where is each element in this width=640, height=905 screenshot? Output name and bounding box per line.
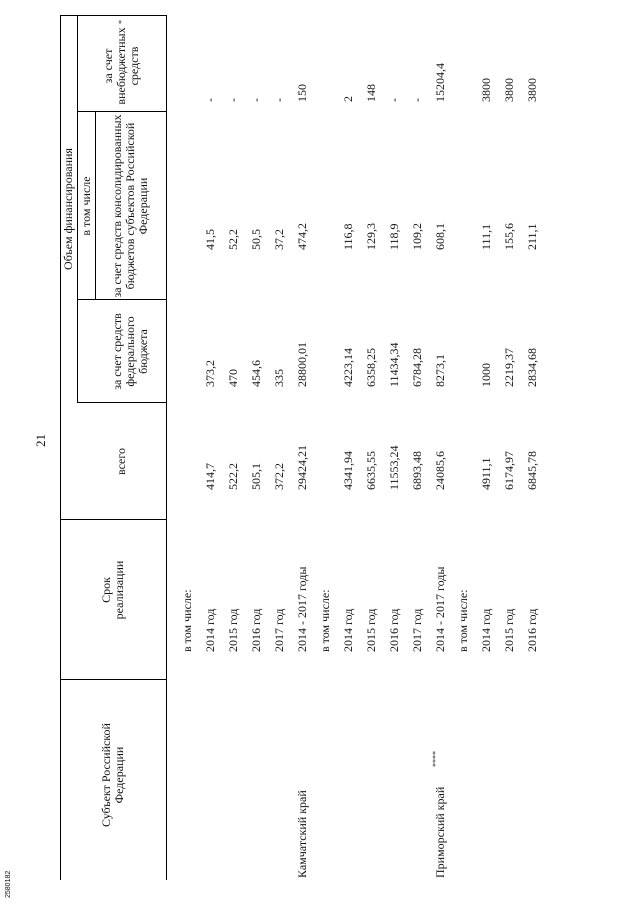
cell-subject: Камчатский край [295,790,309,878]
cell-regional: 41,5 [203,229,217,250]
header-period: Срок реализации [99,560,126,620]
table-row [406,15,428,880]
cell-period: 2015 год [364,608,378,652]
cell-federal: 1000 [479,363,493,387]
page-number: 21 [33,434,48,447]
cell-total: 505,1 [249,463,263,490]
cell-extra: - [410,98,424,102]
cell-federal: 470 [226,369,240,387]
cell-total: 4341,94 [341,451,355,490]
cell-extra: - [272,98,286,102]
cell-regional: 118,9 [387,223,401,250]
cell-total: 24085,6 [433,451,447,490]
header-extra [77,20,166,108]
cell-regional: 116,8 [341,223,355,250]
cell-total: 522,2 [226,463,240,490]
cell-extra: 3800 [479,78,493,102]
cell-federal: 454,6 [249,360,263,387]
cell-regional: 111,1 [479,223,493,250]
cell-total: 6845,78 [525,451,539,490]
table-row [429,15,451,880]
table-row [314,15,336,880]
cell-regional: 50,5 [249,229,263,250]
table-row [337,15,359,880]
cell-regional: 211,1 [525,223,539,250]
header-financing: Объем финансирования [61,148,75,270]
subject-footnote-mark: **** [431,751,440,767]
cell-period: 2015 год [502,608,516,652]
cell-total: 6174,97 [502,451,516,490]
cell-federal: 11434,34 [387,342,401,387]
cell-period: 2017 год [272,608,286,652]
table-row [222,15,244,880]
header-subject: Субъект Российской Федерации [99,723,126,827]
cell-federal: 8273,1 [433,354,447,387]
cell-regional: 474,2 [295,223,309,250]
header-extra-text: за счет внебюджетных средств [101,27,141,105]
cell-federal: 6784,28 [410,348,424,387]
cell-regional: 109,2 [410,223,424,250]
cell-total: 11553,24 [387,445,401,490]
cell-extra: - [226,98,240,102]
cell-period: 2016 год [387,608,401,652]
cell-extra: 150 [295,84,309,102]
table-row [475,15,497,880]
table-row [383,15,405,880]
cell-period: 2017 год [410,608,424,652]
cell-regional: 52,2 [226,229,240,250]
cell-extra: - [203,98,217,102]
cell-regional: 129,3 [364,223,378,250]
header-regional: за счет средств консолидированных бюджетов субъектов Российской Федерации [110,114,150,298]
cell-total: 4911,1 [479,457,493,490]
cell-period: 2014 год [203,608,217,652]
col-divider-subject [60,679,166,680]
cell-federal: 335 [272,369,286,387]
table-row [199,15,221,880]
financing-table [60,15,539,880]
cell-federal: 373,2 [203,360,217,387]
cell-extra: - [249,98,263,102]
table-row [268,15,290,880]
cell-federal: 2219,37 [502,348,516,387]
table-row [291,15,313,880]
cell-extra: 2 [341,96,355,102]
cell-period: в том числе: [180,589,194,652]
cell-period: 2014 год [341,608,355,652]
cell-regional: 37,2 [272,229,286,250]
cell-total: 6635,55 [364,451,378,490]
cell-period: в том числе: [318,589,332,652]
document-stamp: 2580182 [5,870,12,898]
cell-total: 372,2 [272,463,286,490]
cell-extra: 15204,4 [433,63,447,102]
cell-total: 6893,48 [410,451,424,490]
table-row [452,15,474,880]
cell-period: 2014 - 2017 годы [295,566,309,652]
cell-total: 414,7 [203,463,217,490]
cell-subject: Приморский край [433,786,447,878]
table-row [498,15,520,880]
table-body [166,15,640,880]
cell-period: 2014 - 2017 годы [433,566,447,652]
cell-extra: 3800 [525,78,539,102]
table-row [521,15,543,880]
table-row [360,15,382,880]
cell-total: 29424,21 [295,445,309,490]
cell-federal: 4223,14 [341,348,355,387]
header-extra-mark: * [116,20,126,24]
cell-extra: 148 [364,84,378,102]
table-row [245,15,267,880]
cell-regional: 608,1 [433,223,447,250]
cell-federal: 6358,25 [364,348,378,387]
header-federal: за счет средств федерального бюджета [110,313,150,390]
header-incl: в том числе [78,176,93,236]
cell-federal: 28800,01 [295,342,309,387]
header-total: всего [114,447,128,476]
cell-extra: - [387,98,401,102]
cell-period: 2015 год [226,608,240,652]
cell-extra: 3800 [502,78,516,102]
cell-period: 2014 год [479,608,493,652]
cell-period: 2016 год [525,608,539,652]
table-row [176,15,198,880]
cell-regional: 155,6 [502,223,516,250]
cell-federal: 2834,68 [525,348,539,387]
cell-period: в том числе: [456,589,470,652]
cell-period: 2016 год [249,608,263,652]
